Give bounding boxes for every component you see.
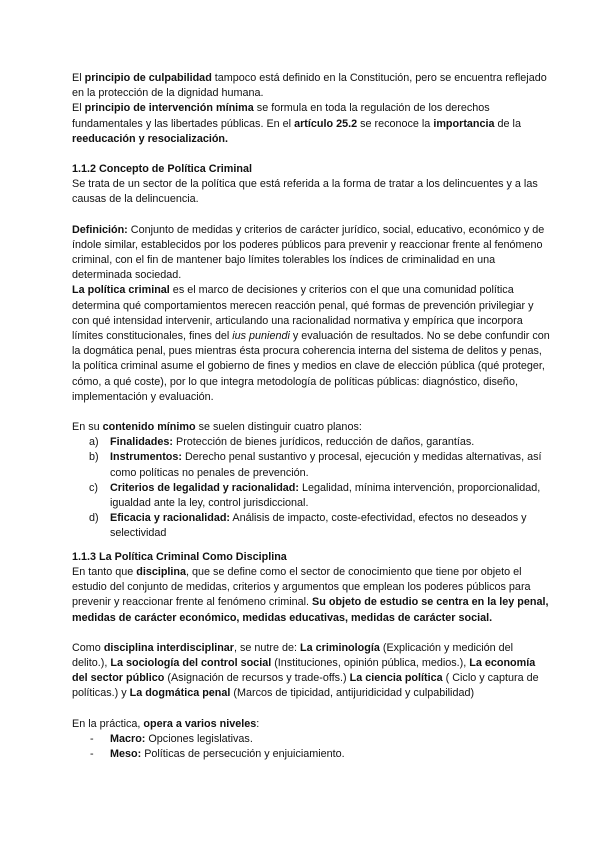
list-item-text: Protección de bienes jurídicos, reducción de daños, garantías.	[173, 436, 475, 449]
text-run: En la práctica,	[72, 717, 144, 730]
text-run: (Explicación y medición del delito.),	[72, 641, 514, 669]
bold-term-economia: La economía del sector público	[72, 656, 536, 685]
list-item-label: Instrumentos:	[110, 451, 182, 464]
list-item-macro	[72, 732, 550, 747]
bold-term-interdisciplinar: disciplina interdisciplinar	[103, 641, 235, 654]
list-item-text: Políticas de persecución y enjuiciamiento.	[141, 747, 345, 760]
text-run: En su	[72, 421, 103, 434]
list-item-text: Análisis de impacto, coste-efectividad, efectos no deseados y selectividad	[110, 512, 527, 540]
paragraph-intervencion-minima	[72, 101, 550, 147]
list-item-label: Meso:	[110, 747, 142, 760]
list-item-label: Macro:	[110, 732, 146, 745]
list-marker: d)	[89, 512, 99, 525]
italic-term-ius-puniendi: ius puniendi	[232, 330, 290, 343]
list-marker: -	[90, 747, 94, 760]
text-run: Conjunto de medidas y criterios de carácter jurídico, social, educativo, económico y de índole similar, establecidos por los poderes públicos para prevenir y reaccionar frente al fenómeno criminal, con el fin de mantener bajo límites tolerables los índices de criminalidad en una determinada sociedad.	[72, 223, 545, 282]
list-item-text: Legalidad, mínima intervención, proporcionalidad, igualdad ante la ley, control jurisdiccional.	[110, 481, 541, 510]
paragraph-politica-criminal	[72, 283, 550, 405]
text-run: (Asignación de recursos y trade-offs.)	[164, 672, 350, 685]
bold-term-objeto-estudio: Su objeto de estudio se centra en la ley penal, medidas de carácter económico, medidas educativas, medidas de carácter social.	[72, 596, 549, 624]
text-run: (Marcos de tipicidad, antijuridicidad y culpabilidad)	[230, 687, 475, 700]
list-marker: a)	[89, 436, 99, 449]
paragraph-culpabilidad	[72, 71, 550, 101]
list-item-label: Eficacia y racionalidad:	[110, 512, 231, 525]
text-run: , que se define como el sector de conocimiento que tiene por objeto el estudio del conjunto de medidas, criterios y argumentos que emplean los poderes públicos para prevenir y reaccionar frente al fenómeno criminal.	[72, 565, 531, 609]
section-heading-1-1-3: 1.1.3 La Política Criminal Como Disciplina	[72, 550, 287, 563]
bold-term-criminologia: La criminología	[300, 641, 380, 654]
text-run: ( Ciclo y captura de políticas.) y	[72, 672, 539, 700]
bold-term-sociologia: La sociología del control social	[110, 656, 272, 669]
text-run: En tanto que	[72, 565, 137, 578]
bold-term-disciplina: disciplina	[136, 565, 187, 578]
bold-term-culpabilidad: principio de culpabilidad	[84, 72, 212, 84]
text-run: , se nutre de:	[234, 641, 301, 654]
text-run: tampoco está definido en la Constitución, pero se encuentra reflejado en la protección de la dignidad humana.	[72, 72, 547, 100]
niveles-list	[72, 732, 550, 762]
spacer	[72, 147, 550, 162]
paragraph-politica-intro: Se trata de un sector de la política que está referida a la forma de tratar a los delincuentes y a las causas de la delincuencia.	[72, 178, 538, 206]
list-item-meso	[72, 747, 550, 762]
bold-term-importancia: importancia	[433, 117, 495, 130]
bold-term-ciencia-politica: La ciencia política	[349, 672, 443, 685]
text-run: es el marco de decisiones y criterios con el que una comunidad política determina qué comportamientos merecen reacción penal, qué formas de prevención privilegiar y con qué intensidad intervenir, articulando una racionalidad normativa y empírica que incorpora límites constitucionales, fines del	[72, 284, 534, 343]
text-run: :	[256, 717, 260, 730]
list-item-finalidades	[72, 435, 550, 450]
list-item-text: Opciones legislativas.	[145, 732, 253, 745]
text-run: Como	[72, 641, 104, 654]
spacer	[72, 542, 550, 550]
list-marker: -	[90, 732, 94, 745]
section-heading-1-1-2: 1.1.2 Concepto de Política Criminal	[72, 163, 252, 176]
list-item-label: Criterios de legalidad y racionalidad:	[110, 481, 299, 494]
text-run: El	[72, 102, 85, 115]
text-run: (Instituciones, opinión pública, medios.),	[271, 656, 470, 669]
bold-term-niveles: opera a varios niveles	[143, 717, 257, 730]
spacer	[72, 702, 550, 717]
spacer	[72, 626, 550, 641]
list-item-text: Derecho penal sustantivo y procesal, ejecución y medidas alternativas, así como políticas no penales de prevención.	[110, 451, 542, 479]
list-marker: c)	[89, 481, 98, 494]
text-run: El	[72, 72, 85, 84]
spacer	[72, 405, 550, 420]
text-run: se reconoce la	[357, 117, 434, 130]
spacer	[72, 208, 550, 223]
bold-term-politica-criminal: La política criminal	[72, 284, 170, 297]
text-run: se suelen distinguir cuatro planos:	[195, 421, 362, 434]
planos-list	[72, 435, 550, 541]
list-item-eficacia	[72, 511, 550, 541]
paragraph-interdisciplinar	[72, 641, 550, 702]
list-marker: b)	[89, 451, 99, 464]
list-item-instrumentos	[72, 450, 550, 480]
paragraph-disciplina	[72, 565, 550, 626]
bold-term-contenido-minimo: contenido mínimo	[102, 421, 196, 434]
list-item-criterios	[72, 481, 550, 511]
bold-term-articulo: artículo 25.2	[294, 117, 358, 130]
bold-term-dogmatica: La dogmática penal	[129, 687, 231, 700]
paragraph-contenido-minimo	[72, 420, 550, 435]
paragraph-niveles	[72, 717, 550, 732]
list-item-label: Finalidades:	[110, 436, 173, 449]
text-run: y evaluación de resultados. No se debe confundir con la dogmática penal, pues mientras ésta procura coherencia interna del sistema de delitos y penas, la política criminal asume el gobierno de fines y medios en clave de elección pública (qué proteger, cómo, a qué coste), por lo que integra metodología de políticas públicas: diagnóstico, diseño, implementación y evaluación.	[72, 330, 550, 403]
bold-term-definicion: Definición:	[72, 223, 128, 236]
bold-term-reeducacion: reeducación y resocialización.	[72, 132, 229, 145]
bold-term-intervencion: principio de intervención mínima	[84, 102, 254, 115]
text-run: de la	[494, 117, 521, 130]
text-run: se formula en toda la regulación de los derechos fundamentales y las libertades públicas. En el	[72, 102, 490, 130]
paragraph-definicion	[72, 223, 550, 284]
